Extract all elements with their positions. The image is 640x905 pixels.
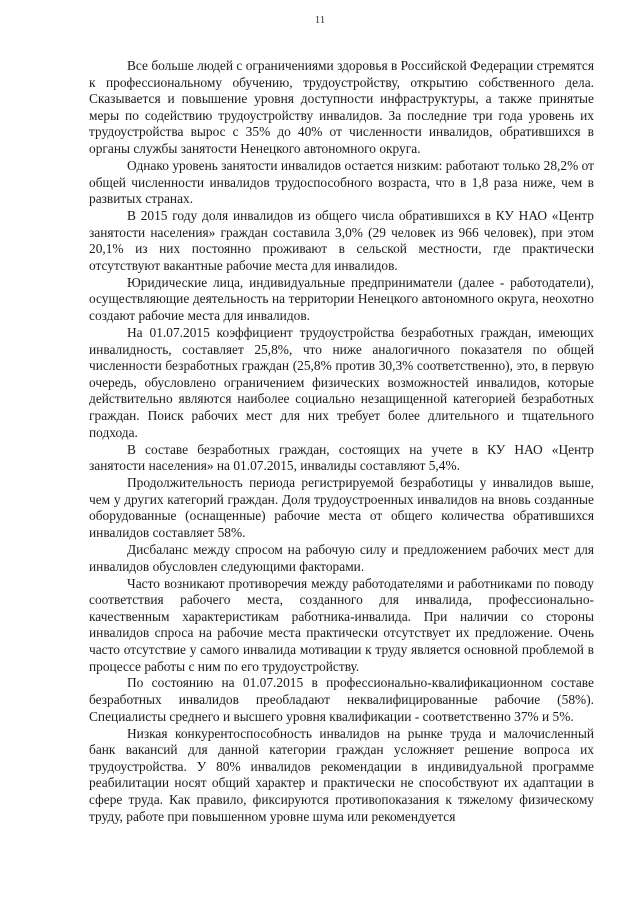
paragraph-10: По состоянию на 01.07.2015 в профессионально-квалификационном составе безработных инвалидов преобладают неквалифицированные рабочие (58%). Специалисты среднего и высшего уровня квалификации - соответственно 37% и 5%. bbox=[89, 675, 594, 724]
paragraph-3: В 2015 году доля инвалидов из общего числа обратившихся в КУ НАО «Центр занятости населения» граждан составила 3,0% (29 человек из 966 человек), при этом 20,1% из них постоянно проживают в сельской местности, где практически отсутствуют вакантные рабочие места для инвалидов. bbox=[89, 208, 594, 273]
paragraph-11: Низкая конкурентоспособность инвалидов на рынке труда и малочисленный банк вакансий для данной категории граждан усложняет решение вопроса их трудоустройства. У 80% инвалидов рекомендации в индивидуальной программе реабилитации носят общий характер и практически не способствуют их адаптации в сфере труда. Как правило, фиксируются противопоказания к тяжелому физическому труду, работе при повышенном уровне шума или рекомендуется bbox=[89, 725, 594, 824]
paragraph-1: Все больше людей с ограничениями здоровья в Российской Федерации стремятся к профессиональному обучению, трудоустройству, открытию собственного дела. Сказывается и повышение уровня доступности инфраструктуры, а также принятые меры по содействию трудоустройству инвалидов. За последние три года уровень их трудоустройства вырос с 35% до 40% от численности инвалидов, обратившихся в органы службы занятости Ненецкого автономного округа. bbox=[89, 58, 594, 156]
paragraph-4: Юридические лица, индивидуальные предприниматели (далее - работодатели), осуществляющие деятельность на территории Ненецкого автономного округа, неохотно создают рабочие места для инвалидов. bbox=[89, 274, 594, 324]
paragraph-2: Однако уровень занятости инвалидов остается низким: работают только 28,2% от общей численности инвалидов трудоспособного возраста, что в 1,8 раза ниже, чем в развитых странах. bbox=[89, 157, 594, 207]
page-number: 11 bbox=[314, 14, 326, 26]
paragraph-9: Часто возникают противоречия между работодателями и работниками по поводу соответствия рабочего места, созданного для инвалида, профессионально-качественным характеристикам работника-инвалида. При наличии со стороны инвалидов спроса на рабочие места практически отсутствует их предложение. Очень часто отсутствие у самого инвалида мотивации к труду является основной проблемой в процессе работы с ним по его трудоустройству. bbox=[89, 575, 594, 674]
paragraph-6: В составе безработных граждан, состоящих на учете в КУ НАО «Центр занятости населения» на 01.07.2015, инвалиды составляют 5,4%. bbox=[89, 441, 594, 474]
paragraph-5: На 01.07.2015 коэффициент трудоустройства безработных граждан, имеющих инвалидность, составляет 25,8%, что ниже аналогичного показателя по общей численности безработных граждан (25,8% против 30,3% соответственно), это, в первую очередь, обусловлено ограничением физических возможностей инвалидов, которые действительно являются наиболее социально незащищенной категорией безработных граждан. Поиск рабочих мест для них требует более длительного и тщательного подхода. bbox=[89, 325, 594, 440]
document-body bbox=[89, 58, 594, 826]
paragraph-8: Дисбаланс между спросом на рабочую силу и предложением рабочих мест для инвалидов обусловлен следующими факторами. bbox=[89, 541, 594, 574]
paragraph-7: Продолжительность периода регистрируемой безработицы у инвалидов выше, чем у других категорий граждан. Доля трудоустроенных инвалидов на вновь созданные оборудованные (оснащенные) рабочие места от общего количества обратившихся инвалидов составляет 58%. bbox=[89, 475, 594, 540]
